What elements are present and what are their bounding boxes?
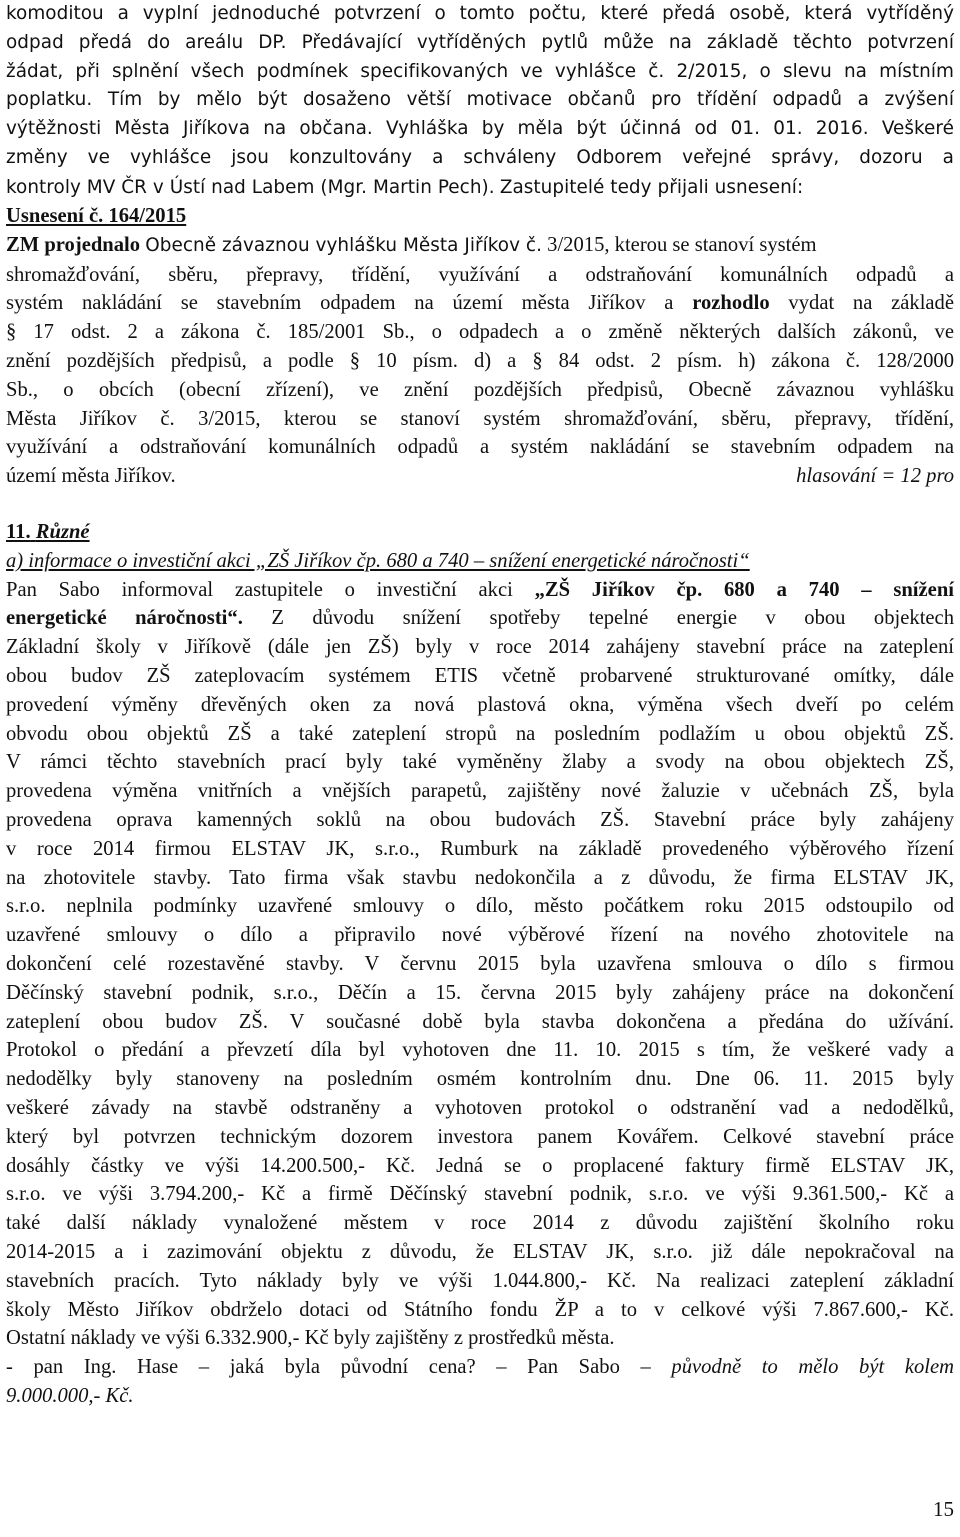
text-segment: kontroly MV ČR v Ústí nad Labem (Mgr. Martin Pech).	[6, 176, 495, 198]
text-segment: rozhodlo	[692, 292, 770, 315]
text-segment: vydat na základě	[788, 292, 954, 315]
text-line: který byl potvrzen technickým dozorem investora panem Kovářem. Celkové stavební práce	[6, 1125, 954, 1148]
text-line: na zhotovitele stavby. Tato firma však stavbu nedokončila a z důvodu, že firma ELSTAV JK,	[6, 866, 954, 889]
text-line: změny ve vyhlášce jsou konzultovány a schváleny Odborem veřejné správy, dozoru a	[6, 146, 954, 168]
text-segment: Pan Sabo informoval zastupitele o investiční akci	[6, 578, 513, 601]
text-segment: Zastupitelé tedy přijali usnesení:	[499, 176, 804, 198]
section-11	[6, 518, 954, 1411]
text-line: provedena výměna vnitřních a vnějších parapetů, zajištěny nové žaluzie v učebnách ZŠ, byla	[6, 780, 954, 803]
text-line: shromažďování, sběru, přepravy, třídění, využívání a odstraňování komunálních odpadů a	[6, 263, 954, 286]
resolution-zm: ZM projednalo	[6, 233, 141, 256]
text-line: Děčínský stavební podnik, s.r.o., Děčín a 15. června 2015 byly zahájeny práce na dokončení	[6, 981, 954, 1004]
text-line: školy Město Jiříkov obdrželo dotaci od Státního fondu ŽP a to v celkové výši 7.867.600,- Kč.	[6, 1298, 954, 1321]
text-line: také další náklady vynaložené městem v roce 2014 z důvodu zajištění školního roku	[6, 1212, 954, 1235]
text-line: znění pozdějších předpisů, a podle § 10 písm. d) a § 84 odst. 2 písm. h) zákona č. 128/2000	[6, 349, 954, 372]
text-segment: území města Jiříkov.	[6, 465, 176, 488]
text-line: uzavřené smlouvy o dílo a připravilo nové výběrové řízení na nového zhotovitele na	[6, 924, 954, 947]
resolution-number: Usnesení č. 164/2015	[6, 205, 187, 227]
section-title: Různé	[35, 521, 90, 543]
text-line: veškeré závady na stavbě odstraněny a vyhotoven protokol o odstranění vad a nedodělků,	[6, 1096, 954, 1119]
text-line: obou budov ZŠ zateplovacím systémem ETIS včetně probarvené strukturované omítky, dále	[6, 664, 954, 687]
text-line: Protokol o předání a převzetí díla byl vyhotoven dne 11. 10. 2015 s tím, že veškeré vady a	[6, 1039, 954, 1062]
text-line: Ostatní náklady ve výši 6.332.900,- Kč byly zajištěny z prostředků města.	[6, 1327, 615, 1350]
section-number: 11.	[6, 521, 31, 543]
text-line: výtěžnosti Města Jiříkova na občana. Vyhláška by měla být účinná od 01. 01. 2016. Veškeré	[6, 118, 954, 140]
text-line: využívání a odstraňování komunálních odpadů a systém nakládání se stavebním odpadem na	[6, 436, 954, 459]
text-line: v roce 2014 firmou ELSTAV JK, s.r.o., Rumburk na základě provedeného výběrového řízení	[6, 837, 954, 860]
body-lines	[6, 633, 954, 1324]
subsection-heading: a) informace o investiční akci „ZŠ Jiříkov čp. 680 a 740 – snížení energetické náročnosti“	[6, 549, 750, 572]
text-line: stavebních pracích. Tyto náklady byly ve výši 1.044.800,- Kč. Na realizaci zateplení základní	[6, 1269, 954, 1292]
text-segment: energetické náročnosti“.	[6, 607, 243, 630]
text-segment: - pan Ing. Hase – jaká byla původní cena? – Pan Sabo –	[6, 1356, 651, 1379]
text-line	[6, 173, 954, 203]
text-line: provedení výměny dřevěných oken za nová plastová okna, výměna všech dveří po celém	[6, 693, 954, 716]
text-line	[6, 576, 954, 605]
text-line: 9.000.000,- Kč.	[6, 1384, 134, 1407]
text-line: Sb., o obcích (obecní zřízení), ve znění pozdějších předpisů, Obecně závaznou vyhlášku	[6, 378, 954, 401]
vote-result: hlasování = 12 pro	[796, 465, 954, 488]
text-line: odpad předá do areálu DP. Předávající vytříděných pytlů může na základě těchto potvrzení	[6, 31, 954, 53]
text-line: Města Jiříkov č. 3/2015, kterou se stanoví systém shromažďování, sběru, přepravy, třídění,	[6, 407, 954, 430]
text-line: s.r.o. neplnila podmínky uzavřené smlouvy o dílo, město počátkem roku 2015 odstoupilo od	[6, 895, 954, 918]
text-line: s.r.o. ve výši 3.794.200,- Kč a firmě Děčínský stavební podnik, s.r.o. ve výši 9.361.500,- Kč a	[6, 1183, 954, 1206]
resolution-block	[6, 202, 954, 491]
text-line: provedena oprava kamenných soklů na obou budovách ZŠ. Stavební práce byly zahájeny	[6, 808, 954, 831]
text-segment: „ZŠ Jiříkov čp. 680 a 740 – snížení	[534, 578, 954, 601]
page-number: 15	[933, 1497, 954, 1521]
text-segment: původně to mělo být kolem	[671, 1356, 954, 1379]
text-segment: Z důvodu snížení spotřeby tepelné energie v obou objektech	[271, 607, 954, 630]
text-line: komoditou a vyplní jednoduché potvrzení o tomto počtu, které předá osobě, která vytříděný	[6, 3, 954, 24]
text-line: dokončení celé rozestavěné stavby. V červnu 2015 byla uzavřena smlouva o dílo s firmou	[6, 952, 954, 975]
text-line: obvodu obou objektů ZŠ a také zateplení stropů na posledním podlažím u obou objektů ZŠ.	[6, 722, 954, 745]
text-line	[6, 604, 954, 633]
text-segment: systém nakládání se stavebním odpadem na území města Jiříkov a	[6, 292, 674, 315]
text-line	[6, 289, 954, 318]
text-line	[6, 1353, 954, 1382]
text-line: nedodělky byly stanoveny na posledním osmém kontrolním dnu. Dne 06. 11. 2015 byly	[6, 1068, 954, 1091]
text-segment: 3/2015, kterou se stanoví systém	[547, 233, 817, 256]
text-line: zateplení obou budov ZŠ. V současné době byla stavba dokončena a předána do užívání.	[6, 1010, 954, 1033]
text-line: Základní školy v Jiříkově (dále jen ZŠ) byly v roce 2014 zahájeny stavební práce na zateplení	[6, 636, 954, 659]
intro-paragraph	[6, 0, 954, 203]
text-line: § 17 odst. 2 a zákona č. 185/2001 Sb., o odpadech a o změně některých dalších zákonů, ve	[6, 321, 954, 344]
text-line: poplatku. Tím by mělo být dosaženo větší motivace občanů pro třídění odpadů a zvýšení	[6, 89, 954, 111]
text-line: žádat, při splnění všech podmínek specifikovaných ve vyhlášce č. 2/2015, o slevu na místním	[6, 60, 954, 82]
text-line: dosáhly částky ve výši 14.200.500,- Kč. Jedná se o proplacené faktury firmě ELSTAV JK,	[6, 1154, 954, 1177]
text-line	[6, 462, 954, 491]
text-line: V rámci těchto stavebních prací byly také vyměněny žlaby a svody na obou objektech ZŠ,	[6, 751, 954, 774]
text-segment: Obecně závaznou vyhlášku Města Jiříkov č.	[145, 234, 542, 256]
text-line	[6, 231, 954, 261]
text-line: 2014-2015 a i zazimování objektu z důvodu, že ELSTAV JK, s.r.o. již dále nepokračoval na	[6, 1240, 954, 1263]
section-heading	[6, 518, 954, 547]
